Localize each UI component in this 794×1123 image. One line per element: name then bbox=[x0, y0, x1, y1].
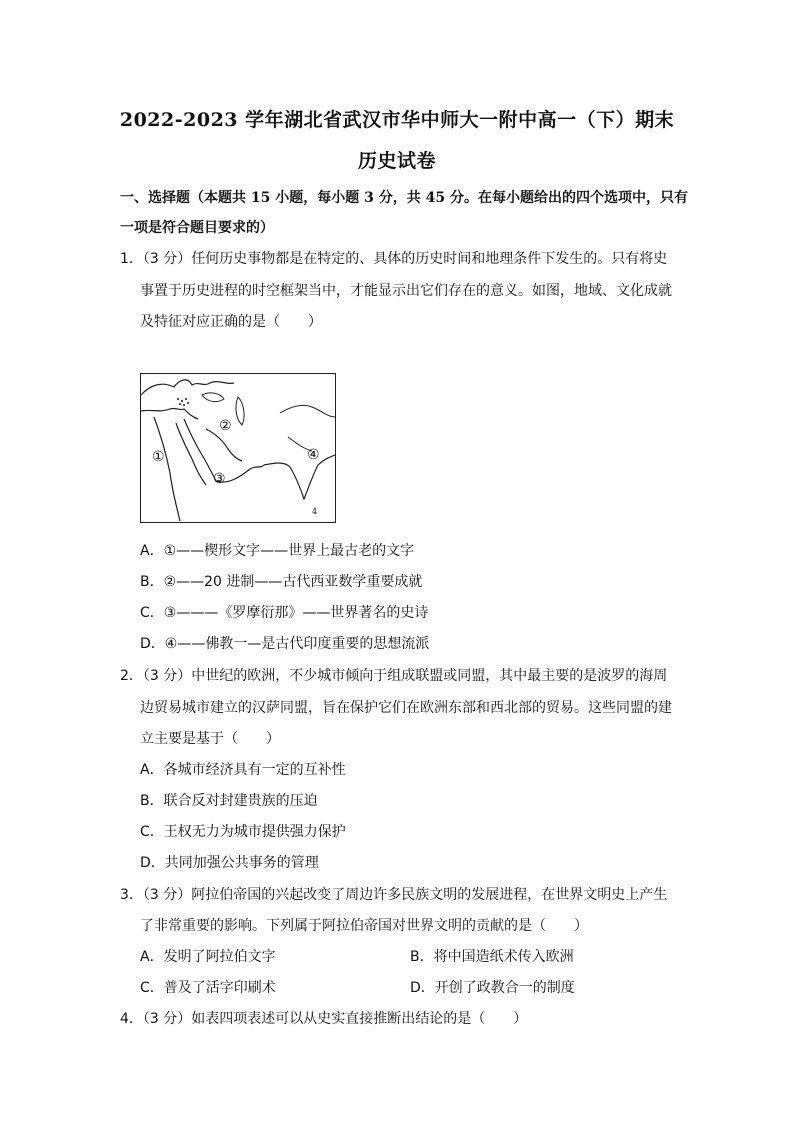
question-4-line1: 4．（3 分）如表四项表述可以从史实直接推断出结论的是（ ） bbox=[120, 1011, 528, 1027]
question-1-line2: 事置于历史进程的时空框架当中，才能显示出它们存在的意义。如图，地域、文化成就 bbox=[140, 283, 672, 299]
exam-title-line1: 2022-2023 学年湖北省武汉市华中师大一附中高一（下）期末 bbox=[119, 109, 675, 131]
question-2-line3: 立主要是基于（ ） bbox=[140, 731, 280, 747]
question-2-option-a: A．各城市经济具有一定的互补性 bbox=[140, 762, 346, 778]
map-figure bbox=[140, 373, 336, 523]
question-2-option-b: B．联合反对封建贵族的压迫 bbox=[140, 793, 318, 809]
question-3-option-a: A．发明了阿拉伯文字 bbox=[140, 949, 276, 965]
question-3-line2: 了非常重要的影响。下列属于阿拉伯帝国对世界文明的贡献的是（ ） bbox=[140, 918, 588, 934]
exam-title-line2: 历史试卷 bbox=[357, 150, 436, 172]
question-2-line2: 边贸易城市建立的汉萨同盟，旨在保护它们在欧洲东部和西北部的贸易。这些同盟的建 bbox=[140, 700, 672, 716]
question-1-option-c: C．③———《罗摩衍那》——世界著名的史诗 bbox=[140, 605, 429, 621]
map-marker-4: ④ bbox=[307, 447, 320, 463]
question-1-option-b: B．②——20 进制——古代西亚数学重要成就 bbox=[140, 574, 423, 590]
question-1-line3: 及特征对应正确的是（ ） bbox=[140, 314, 322, 330]
question-3-line1: 3．（3 分）阿拉伯帝国的兴起改变了周边许多民族文明的发展进程，在世界文明史上产生 bbox=[120, 887, 668, 903]
map-marker-1: ① bbox=[152, 449, 165, 465]
question-3-option-c: C．普及了活字印刷术 bbox=[140, 980, 276, 996]
section-header-line1: 一、选择题（本题共 15 小题，每小题 3 分，共 45 分。在每小题给出的四个选项中，只有 bbox=[120, 190, 688, 206]
question-1-line1: 1．（3 分）任何历史事物都是在特定的、具体的历史时间和地理条件下发生的。只有将史 bbox=[120, 251, 668, 267]
question-3-option-b: B．将中国造纸术传入欧洲 bbox=[410, 949, 574, 965]
section-header-line2: 一项是符合题目要求的） bbox=[120, 220, 274, 236]
question-2-option-d: D．共同加强公共事务的管理 bbox=[140, 855, 319, 871]
question-1-option-d: D．④——佛教一—是古代印度重要的思想流派 bbox=[140, 636, 430, 652]
question-3-option-d: D．开创了政教合一的制度 bbox=[410, 980, 575, 996]
map-small-label: 4 bbox=[312, 507, 318, 516]
question-2-option-c: C．王权无力为城市提供强力保护 bbox=[140, 824, 346, 840]
question-1-option-a: A．①——楔形文字——世界上最古老的文字 bbox=[140, 543, 415, 559]
map-marker-2: ② bbox=[219, 418, 232, 434]
map-marker-3: ③ bbox=[213, 471, 226, 487]
question-2-line1: 2．（3 分）中世纪的欧洲，不少城市倾向于组成联盟或同盟，其中最主要的是波罗的海周 bbox=[120, 668, 668, 684]
